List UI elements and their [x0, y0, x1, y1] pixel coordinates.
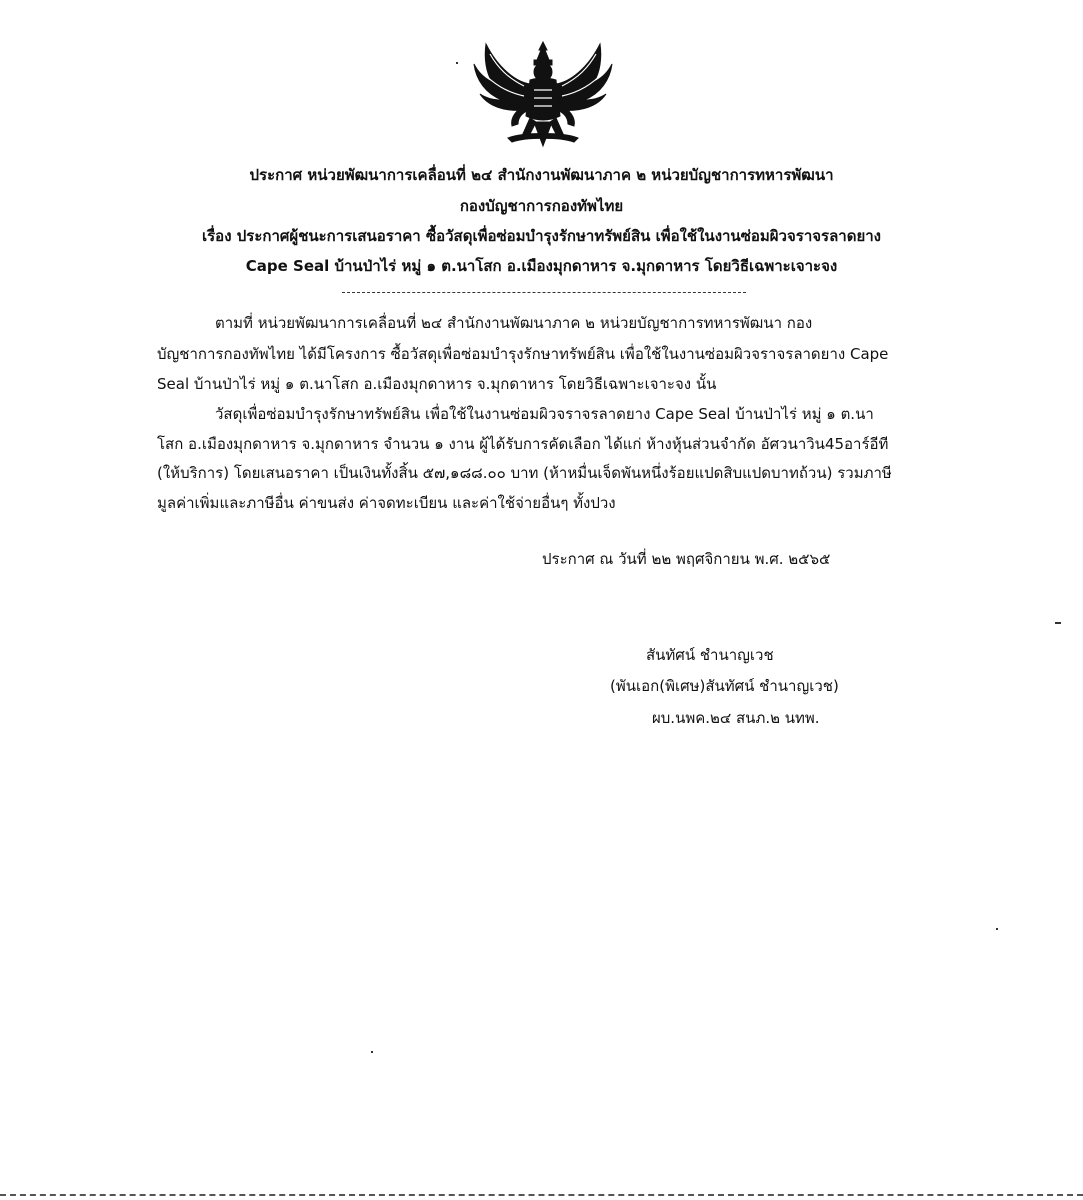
paragraph-1-line-1: ตามที่ หน่วยพัฒนาการเคลื่อนที่ ๒๔ สำนักงานพัฒนาภาค ๒ หน่วยบัญชาการทหารพัฒนา กอง [215, 314, 813, 332]
header-line-4: Cape Seal บ้านป่าไร่ หมู่ ๑ ต.นาโสก อ.เมืองมุกดาหาร จ.มุกดาหาร โดยวิธีเฉพาะเจาะจง [245, 257, 838, 275]
paragraph-2-line-1: วัสดุเพื่อซ่อมบำรุงรักษาทรัพย์สิน เพื่อใช้ในงานซ่อมผิวจราจรลาดยาง Cape Seal บ้านป่าไร่ หมู่ ๑ ต.นา [215, 405, 874, 423]
paragraph-1-line-2: บัญชาการกองทัพไทย ได้มีโครงการ ซื้อวัสดุเพื่อซ่อมบำรุงรักษาทรัพย์สิน เพื่อใช้ในงานซ่อมผิวจราจรลาดยาง Cape [157, 345, 889, 363]
paragraph-2-line-2: โสก อ.เมืองมุกดาหาร จ.มุกดาหาร จำนวน ๑ งาน ผู้ได้รับการคัดเลือก ได้แก่ ห้างหุ้นส่วนจำกัด อัศวนาวิน45อาร์อีที [157, 435, 889, 453]
paragraph-1-line-3: Seal บ้านป่าไร่ หมู่ ๑ ต.นาโสก อ.เมืองมุกดาหาร จ.มุกดาหาร โดยวิธีเฉพาะเจาะจง นั้น [157, 375, 717, 393]
paragraph-2-line-4: มูลค่าเพิ่มและภาษีอื่น ค่าขนส่ง ค่าจดทะเบียน และค่าใช้จ่ายอื่นๆ ทั้งปวง [157, 494, 616, 512]
header-line-2: กองบัญชาการกองทัพไทย [459, 197, 624, 215]
header-line-1: ประกาศ หน่วยพัฒนาการเคลื่อนที่ ๒๔ สำนักงานพัฒนาภาค ๒ หน่วยบัญชาการทหารพัฒนา [249, 166, 834, 184]
scan-speck [1055, 622, 1061, 624]
garuda-emblem-icon [468, 38, 618, 150]
scan-speck [996, 928, 998, 930]
signatory-position: ผบ.นพค.๒๔ สนภ.๒ นทพ. [652, 709, 820, 727]
signatory-printed-name: (พันเอก(พิเศษ)สันทัศน์ ชำนาญเวช) [610, 677, 839, 695]
paragraph-2-line-3: (ให้บริการ) โดยเสนอราคา เป็นเงินทั้งสิ้น ๕๗,๑๘๘.๐๐ บาท (ห้าหมื่นเจ็ดพันหนึ่งร้อยแปดสิบแปดบาทถ้วน) รวมภาษี [157, 464, 892, 482]
header-divider [342, 292, 746, 293]
signature-name: สันทัศน์ ชำนาญเวช [646, 646, 774, 664]
scan-bottom-edge [0, 1194, 1083, 1196]
scan-speck [456, 62, 458, 64]
announcement-date: ประกาศ ณ วันที่ ๒๒ พฤศจิกายน พ.ศ. ๒๕๖๕ [542, 550, 831, 568]
header-subject-line: เรื่อง ประกาศผู้ชนะการเสนอราคา ซื้อวัสดุเพื่อซ่อมบำรุงรักษาทรัพย์สิน เพื่อใช้ในงานซ่อมผิวจราจรลาดยาง [202, 227, 881, 245]
scan-speck [371, 1051, 373, 1053]
